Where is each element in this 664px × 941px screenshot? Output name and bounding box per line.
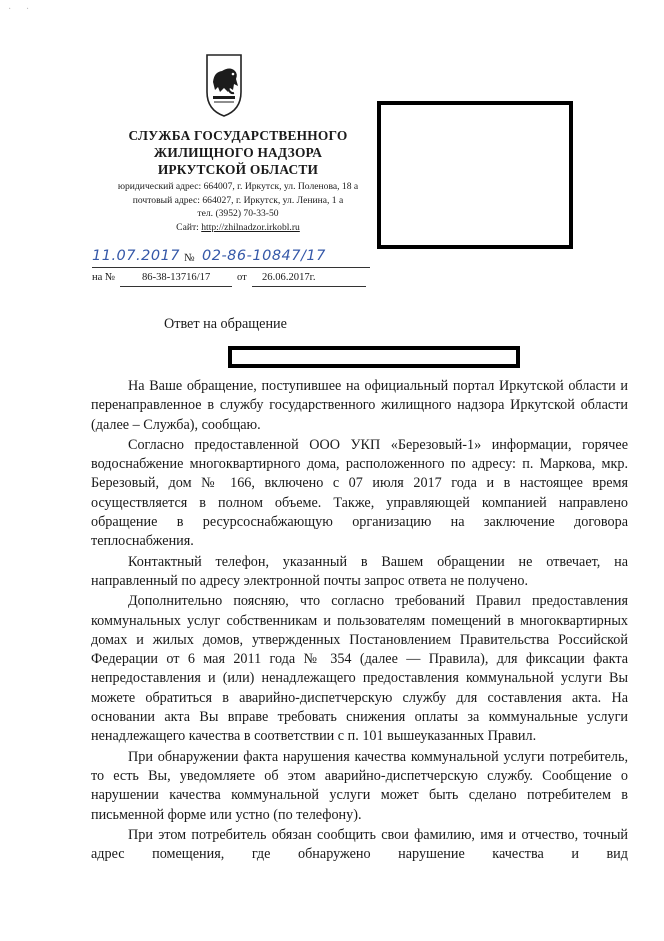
ref-label: на №	[92, 272, 116, 283]
ref-number-underline	[120, 286, 232, 287]
legal-address: юридический адрес: 664007, г. Иркутск, ул. Поленова, 18 а	[117, 181, 359, 192]
organization-name: СЛУЖБА ГОСУДАРСТВЕННОГО ЖИЛИЩНОГО НАДЗОРА ИРКУТСКОЙ ОБЛАСТИ	[128, 128, 348, 177]
redacted-addressee-box	[377, 101, 573, 249]
website	[96, 221, 380, 235]
organization-contacts	[96, 180, 380, 234]
website-link[interactable]: http://zhilnadzor.irkobl.ru	[201, 221, 300, 233]
subject-line: Ответ на обращение	[164, 316, 287, 332]
number-label: №	[184, 252, 195, 264]
website-label: Сайт:	[176, 221, 202, 233]
paragraph-3: Контактный телефон, указанный в Вашем обращении не отвечает, на направленный по адресу электронной почты запрос ответа не получено.	[91, 553, 628, 589]
coat-of-arms-icon	[204, 52, 244, 118]
reference-line	[92, 272, 382, 288]
paragraph-5: При обнаружении факта нарушения качества коммунальной услуги потребитель, то есть Вы, уведомляете об этом аварийно-диспетчерскую службу. Сообщение о нарушении качества коммунальной услуги может быть сделано потребителем в письменной форме или устно (по телефону).	[91, 748, 628, 823]
redacted-recipient-box	[228, 346, 520, 368]
ref-number: 86-38-13716/17	[142, 272, 211, 283]
ref-date-label: от	[237, 272, 247, 283]
paragraph-4: Дополнительно поясняю, что согласно требований Правил предоставления коммунальных услуг собственникам и пользователям помещений в многоквартирных домах и жилых домов, утвержденных Постановлением Правительства Российской Федерации от 6 мая 2011 года № 354 (далее — Правила), для фиксации факта непредоставления и (или) ненадлежащего предоставления коммунальной услуги Вы можете обратиться в аварийно-диспетчерскую службу для составления акта. На основании акта Вы вправе требовать снижения оплаты за коммунальные услуги ненадлежащего качества в соответствии с п. 101 вышеуказанных Правил.	[91, 593, 628, 745]
handwritten-date: 11.07.2017	[92, 248, 181, 264]
registration-line	[92, 248, 370, 270]
paragraph-2: Согласно предоставленной ООО УКП «Березовый-1» информации, горячее водоснабжение многоквартирного дома, расположенного по адресу: п. Маркова, мкр. Березовый, дом № 166, включено с 07 июля 2017 года и в настоящее время осуществляется в полном объеме. Также, управляющей компанией направлено обращение в ресурсоснабжающую организацию на заключение договора теплоснабжения.	[91, 436, 628, 550]
phone: тел. (3952) 70-33-50	[197, 208, 279, 220]
postal-address: почтовый адрес: 664027, г. Иркутск, ул. Ленина, 1 а	[132, 194, 344, 206]
letter-body	[91, 377, 628, 865]
ref-date: 26.06.2017г.	[262, 272, 316, 283]
paragraph-6: При этом потребитель обязан сообщить свои фамилию, имя и отчество, точный адрес помещения, где обнаружено нарушение качества и вид	[91, 826, 628, 863]
paragraph-1: На Ваше обращение, поступившее на официальный портал Иркутской области и перенаправленное в службу государственного жилищного надзора Иркутской области (далее – Служба), сообщаю.	[91, 378, 628, 433]
registration-underline	[92, 267, 370, 268]
handwritten-outgoing-number: 02-86-10847/17	[202, 248, 326, 264]
scan-artifact: · ·	[8, 4, 36, 15]
ref-date-underline	[252, 286, 366, 287]
